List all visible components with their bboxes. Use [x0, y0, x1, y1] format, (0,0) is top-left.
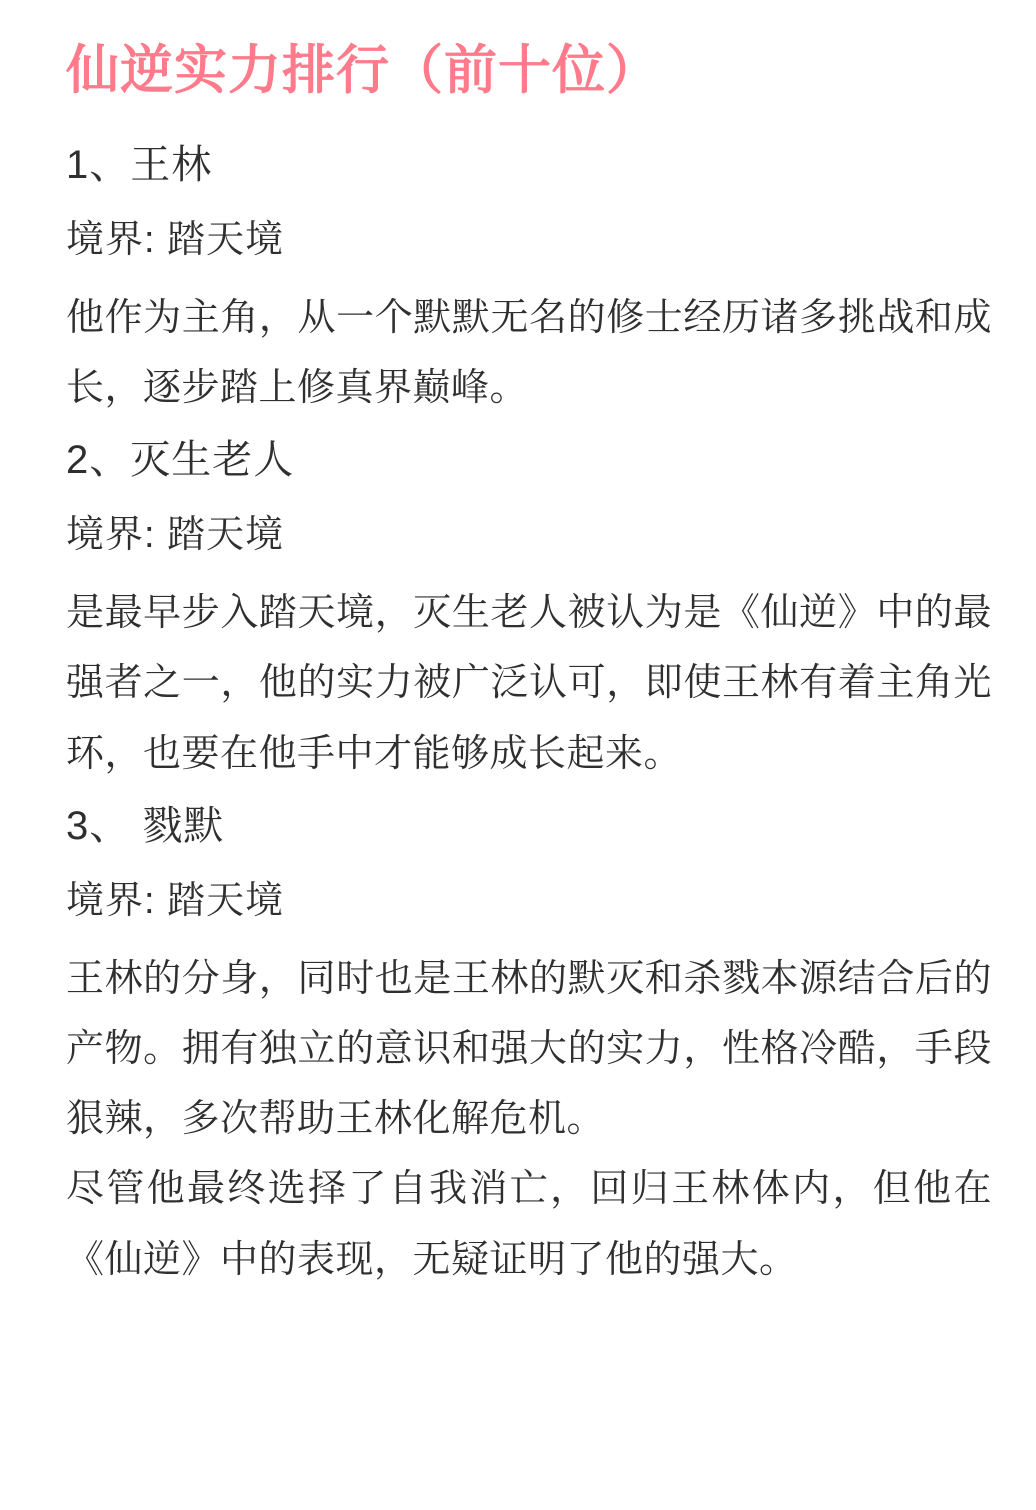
entry-paragraph: 他作为主角，从一个默默无名的修士经历诸多挑战和成长，逐步踏上修真界巅峰。 — [66, 296, 992, 410]
ranking-entry-2 — [66, 427, 992, 788]
entry-paragraph: 王林的分身，同时也是王林的默灭和杀戮本源结合后的产物。拥有独立的意识和强大的实力，性格冷酷，手段狠辣，多次帮助王林化解危机。 — [66, 957, 992, 1141]
entry-heading: 3、 戮默 — [66, 803, 225, 848]
ranking-entry-1 — [66, 132, 992, 423]
entry-heading: 1、王林 — [66, 143, 213, 188]
entry-realm: 境界: 踏天境 — [66, 514, 285, 557]
entry-realm: 境界: 踏天境 — [66, 219, 285, 262]
entry-paragraph: 是最早步入踏天境，灭生老人被认为是《仙逆》中的最强者之一，他的实力被广泛认可，即使王林有着主角光环，也要在他手中才能够成长起来。 — [66, 592, 992, 775]
entry-heading: 2、灭生老人 — [66, 438, 295, 483]
page-title: 仙逆实力排行（前十位） — [66, 41, 660, 100]
ranking-entry-3 — [66, 793, 992, 1295]
entry-realm: 境界: 踏天境 — [66, 879, 285, 922]
entry-paragraph: 尽管他最终选择了自我消亡，回归王林体内，但他在《仙逆》中的表现，无疑证明了他的强大。 — [66, 1168, 992, 1281]
